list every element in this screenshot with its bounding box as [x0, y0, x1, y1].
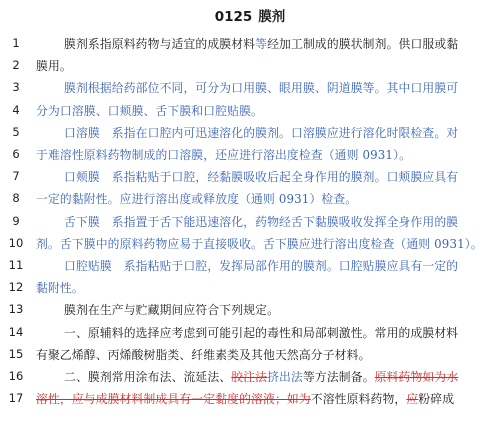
document-line	[0, 388, 500, 410]
line-text	[36, 144, 492, 166]
line-text	[36, 233, 492, 255]
line-number: 10	[8, 235, 24, 250]
inserted-text: 挤出法	[267, 370, 303, 384]
document-line	[0, 166, 500, 188]
line-number: 15	[8, 346, 24, 361]
line-text	[36, 33, 492, 55]
document-line	[0, 322, 500, 344]
document-line	[0, 255, 500, 277]
text-segment: 二、膜剂常用涂布法、流延法、	[64, 370, 232, 384]
text-segment: 口腔贴膜 系指粘贴于口腔，发挥局部作用的膜剂。口腔贴膜应具有一定的	[64, 259, 459, 273]
text-segment: 膜用。	[36, 59, 72, 74]
document-line	[0, 211, 500, 233]
document-line	[0, 33, 500, 55]
line-text	[36, 188, 492, 210]
line-number: 13	[8, 302, 24, 317]
text-segment: 粉碎成	[418, 392, 455, 407]
line-text	[36, 388, 492, 410]
text-segment: 一、原辅料的选择应考虑到可能引起的毒性和局部刺激性。常用的成膜材料	[64, 325, 459, 340]
text-segment: 黏附性。	[36, 281, 84, 296]
line-number: 8	[12, 191, 20, 206]
line-text	[36, 277, 492, 299]
document-line	[0, 344, 500, 366]
document-line	[0, 100, 500, 122]
document-line	[0, 188, 500, 210]
document-line	[0, 233, 500, 255]
line-number: 9	[12, 213, 20, 228]
text-segment: 舌下膜 系指置于舌下能迅速溶化，药物经舌下黏膜吸收发挥全身作用的膜	[64, 214, 459, 229]
document-line	[0, 277, 500, 299]
document-line	[0, 55, 500, 77]
text-segment: 经加工制成的膜状制剂。供口服或黏	[267, 37, 459, 51]
text-segment: 口颊膜 系指粘贴于口腔，经黏膜吸收后起全身作用的膜剂。口颊膜应具有	[64, 170, 459, 185]
document-line	[0, 77, 500, 99]
line-number: 6	[12, 147, 20, 161]
line-text	[36, 100, 492, 122]
line-text	[36, 77, 492, 99]
text-segment: 膜剂在生产与贮藏期间应符合下列规定。	[64, 303, 280, 318]
text-segment: 剂。舌下膜中的原料药物应易于直接吸收。舌下膜应进行溶出度检查（通则 0931）。	[36, 236, 483, 251]
document-line	[0, 144, 500, 166]
document-line	[0, 299, 500, 321]
line-number: 5	[12, 124, 20, 139]
text-segment: 不溶性原料药物，	[310, 392, 407, 407]
line-text	[36, 55, 492, 77]
deleted-text: 溶性，应与成膜材料制成具有一定黏度的溶液；如为	[36, 392, 311, 407]
document-line	[0, 122, 500, 144]
text-segment: 膜剂根据给药部位不同，可分为口用膜、眼用膜、阴道膜等。其中口用膜可	[64, 81, 459, 96]
document-line	[0, 366, 500, 388]
text-segment: 一定的黏附性。应进行溶出度或释放度（通则 0931）检查。	[36, 192, 358, 207]
text-segment: 有聚乙烯醇、丙烯酸树脂类、纤维素类及其他天然高分子材料。	[36, 347, 371, 362]
line-text	[36, 344, 492, 366]
line-text	[36, 255, 492, 277]
line-text	[36, 211, 492, 233]
text-segment: 膜剂系指原料药物与适宜的成膜材料	[64, 37, 256, 51]
text-segment: 口溶膜 系指在口腔内可迅速溶化的膜剂。口溶膜应进行溶化时限检查。对	[64, 125, 459, 140]
line-number: 7	[12, 169, 20, 184]
deleted-text: 胶注法	[231, 370, 268, 384]
title-code: 0125	[214, 9, 253, 25]
title-name: 膜剂	[258, 9, 286, 25]
deleted-text: 应	[406, 392, 419, 407]
line-number: 1	[12, 36, 20, 50]
line-number: 4	[12, 102, 20, 117]
line-text	[36, 366, 492, 388]
line-number: 17	[8, 391, 24, 406]
document-title	[0, 5, 500, 25]
text-segment: 分为口溶膜、口颊膜、舌下膜和口腔贴膜。	[36, 103, 263, 118]
line-number: 2	[12, 58, 20, 73]
text-segment: 等方法制备。	[302, 370, 375, 384]
inserted-text: 等	[255, 37, 268, 51]
line-text	[36, 299, 492, 321]
line-text	[36, 122, 492, 144]
line-text	[36, 166, 492, 188]
line-number: 11	[8, 258, 24, 272]
line-number: 12	[8, 280, 24, 295]
line-number: 3	[12, 80, 20, 95]
line-number: 16	[8, 369, 24, 383]
line-text	[36, 322, 492, 344]
text-segment: 于难溶性原料药物制成的口溶膜，还应进行溶出度检查（通则 0931）。	[36, 148, 412, 162]
line-number: 14	[8, 324, 24, 339]
deleted-text: 原料药物如为水	[374, 370, 459, 384]
